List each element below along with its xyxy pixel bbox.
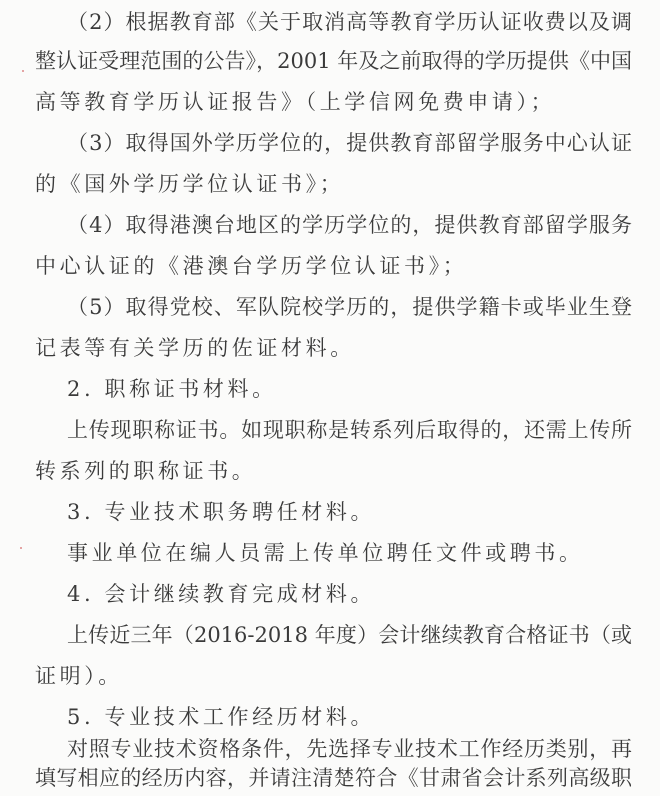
text-line: （3）取得国外学历学位的，提供教育部留学服务中心认证 [67, 131, 632, 155]
text-line: （4）取得港澳台地区的学历学位的，提供教育部留学服务 [67, 213, 632, 237]
text-line: （5）取得党校、军队院校学历的，提供学籍卡或毕业生登 [67, 295, 632, 319]
text-line: 的《国外学历学位认证书》； [35, 172, 345, 196]
scan-speck [20, 547, 22, 549]
text-line: 记表等有关学历的佐证材料。 [35, 336, 355, 360]
text-line: 上传现职称证书。如现职称是转系列后取得的，还需上传所 [67, 418, 632, 442]
text-line: 中心认证的《港澳台学历学位认证书》； [35, 254, 468, 278]
section-heading: 4. 会计继续教育完成材料。 [67, 582, 376, 606]
text-line: 证明）。 [35, 664, 123, 688]
section-heading: 5. 专业技术工作经历材料。 [67, 705, 376, 729]
section-heading: 2. 职称证书材料。 [67, 377, 277, 401]
text-line: 整认证受理范围的公告》，2001 年及之前取得的学历提供《中国 [35, 49, 632, 73]
text-line: （2）根据教育部《关于取消高等教育学历认证收费以及调 [67, 10, 632, 34]
text-line: 对照专业技术资格条件，先选择专业技术工作经历类别，再 [67, 737, 632, 761]
text-line: 上传近三年（2016-2018 年度）会计继续教育合格证书（或 [67, 623, 632, 647]
scan-speck [22, 70, 24, 72]
text-line: 事业单位在编人员需上传单位聘任文件或聘书。 [67, 541, 584, 565]
text-line: 转系列的职称证书。 [35, 459, 257, 483]
text-line: 填写相应的经历内容，并请注清楚符合《甘肃省会计系列高级职 [35, 766, 632, 790]
text-line: 高等教育学历认证报告》（上学信网免费申请）； [35, 90, 556, 114]
section-heading: 3. 专业技术职务聘任材料。 [67, 500, 376, 524]
